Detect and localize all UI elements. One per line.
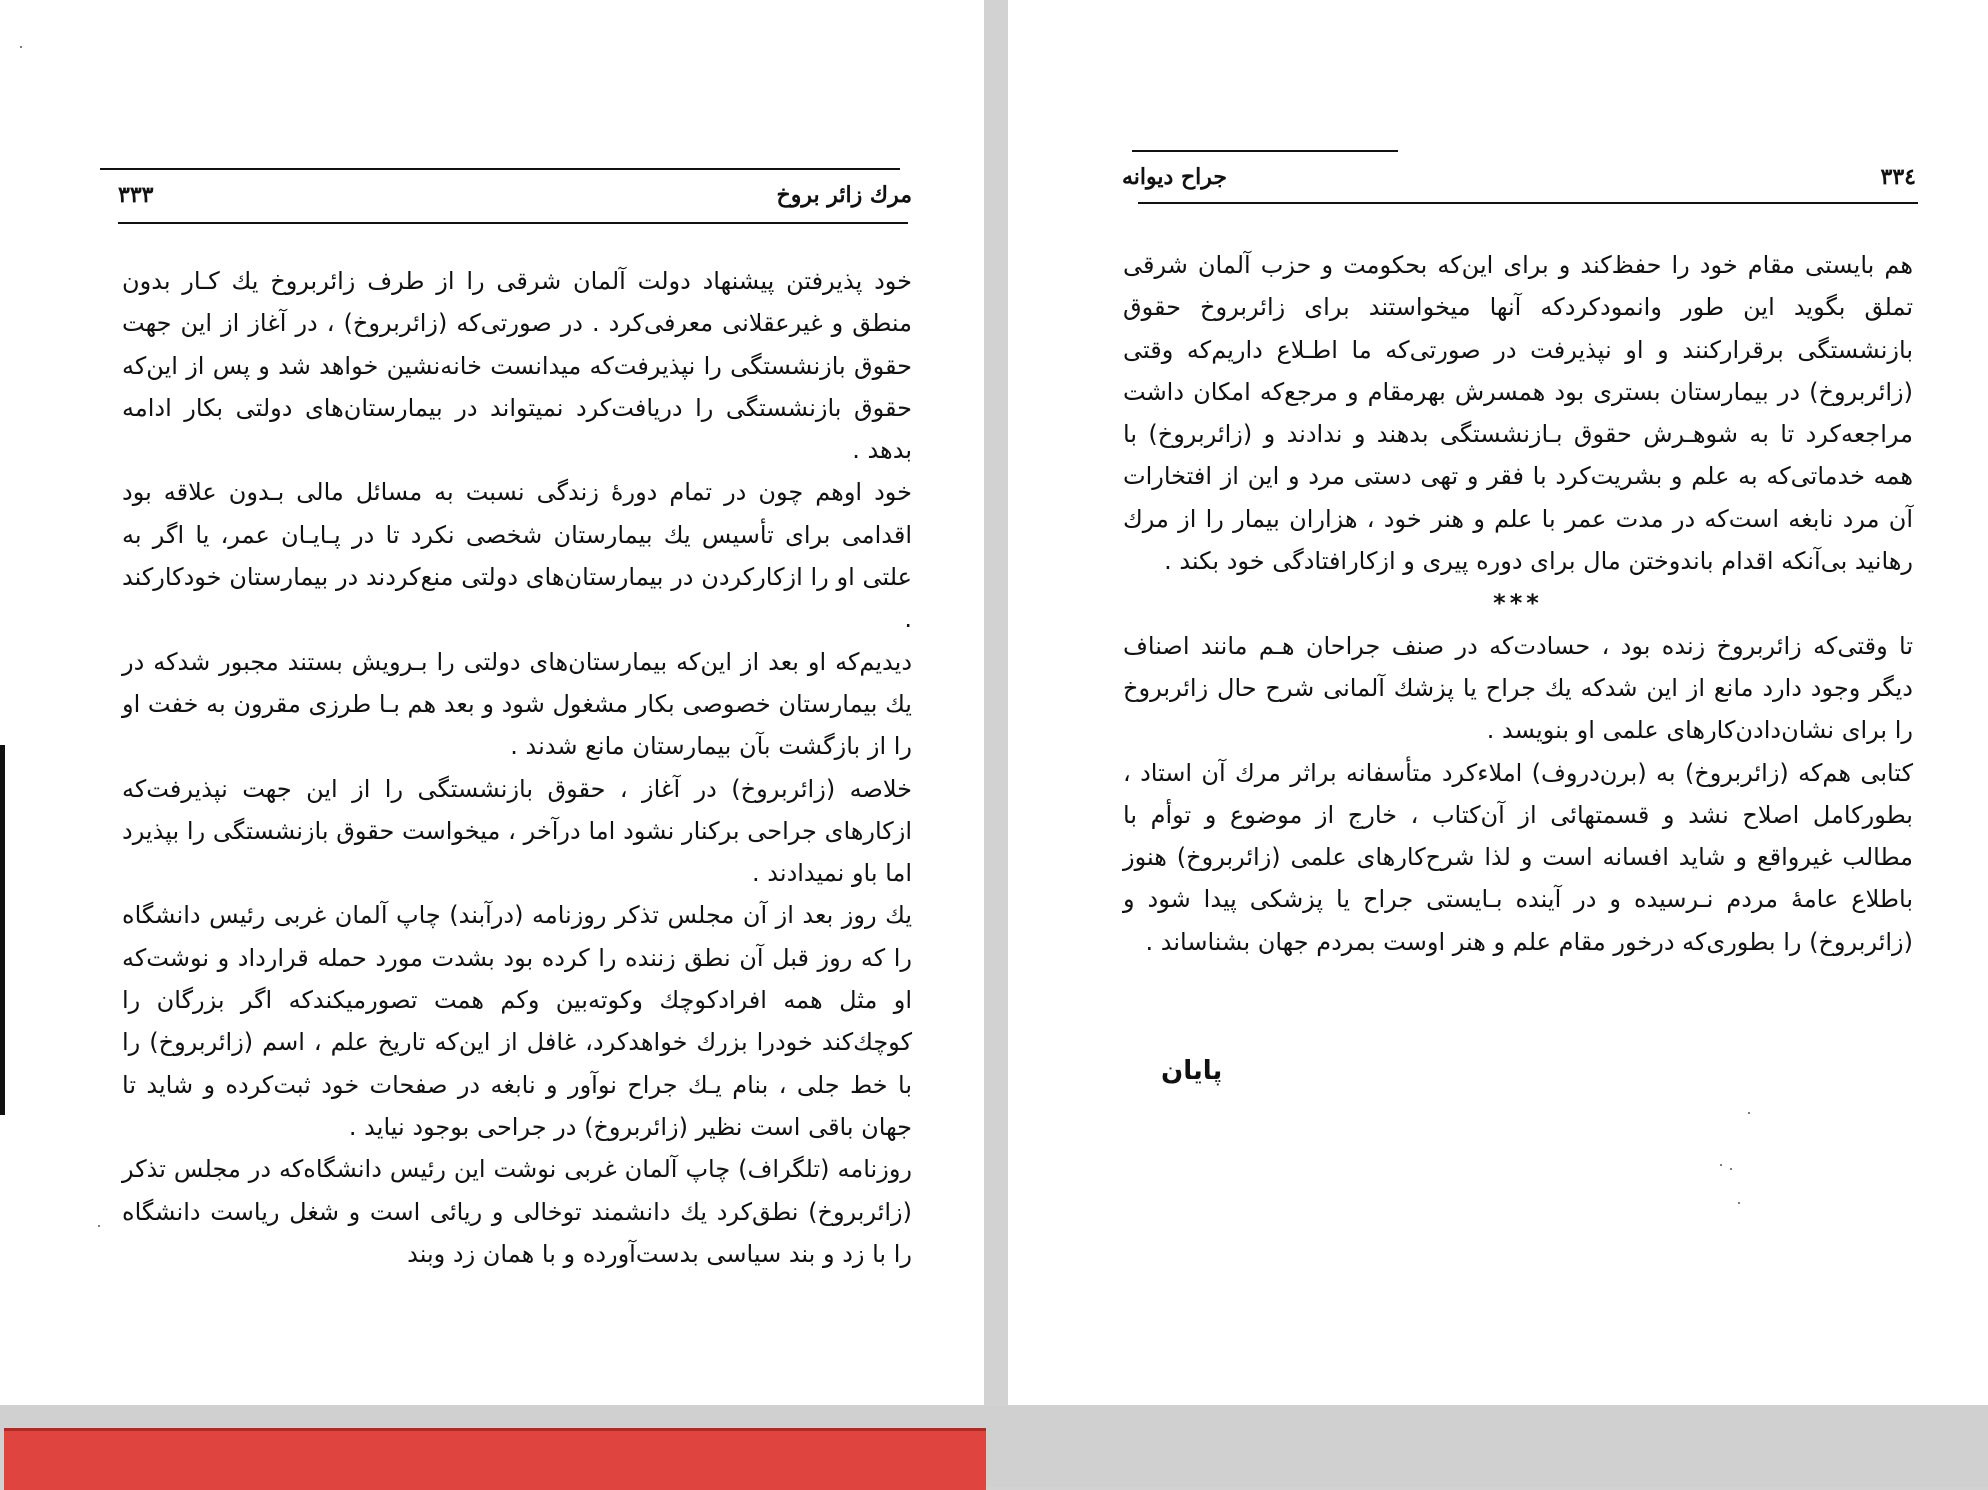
scan-speck bbox=[1748, 1112, 1750, 1114]
end-word: پایان bbox=[1161, 1056, 1223, 1086]
scan-speck bbox=[98, 1225, 100, 1227]
next-page-cover-edge bbox=[4, 1428, 986, 1490]
scan-speck bbox=[1738, 1202, 1740, 1204]
body-text bbox=[122, 260, 912, 1275]
left-page bbox=[0, 0, 984, 1405]
paragraph: خود پذیرفتن پیشنهاد دولت آلمان شرقی را از طرف زائربروخ یك كـار بدون منطق و غیرعقلانی معرفی‌كرد . در صورتی‌كه (زائربروخ) ، در آغاز از این جهت حقوق بازنشستگی را نپذیرفت‌كه میدانست خانه‌نشین خواهد شد و پس از این‌كه حقوق بازنشستگی را دریافت‌كرد نمیتواند در بیمارستان‌های دولتی بكار ادامه بدهد . bbox=[122, 267, 912, 465]
paragraph: دیدیم‌كه او بعد از این‌كه بیمارستان‌های دولتی را بـرویش بستند مجبور شدكه در یك بیمارستان خصوصی بكار مشغول شود و بعد هم بـا طرزی مقرون به خفت او را از بازگشت بآن بیمارستان مانع شدند . bbox=[122, 647, 912, 761]
header-rule-top bbox=[100, 168, 900, 170]
scan-speck bbox=[20, 46, 22, 48]
running-head: مرك زائر بروخ bbox=[776, 182, 912, 208]
body-text bbox=[1123, 244, 1913, 963]
header-rule-bottom bbox=[1138, 202, 1918, 204]
paragraph: یك روز بعد از آن مجلس تذكر روزنامه (درآبند) چاپ آلمان غربی رئیس دانشگاه را كه روز قبل آن نطق زننده را كرده بود بشدت مورد حمله قرارداد و نوشت‌كه او مثل همه افرادكوچك وكوته‌بین وكم همت تصورمیكندكه اگر بزرگان را كوچك‌كند خودرا بزرك خواهدكرد، غافل از این‌كه تاریخ علم ، اسم (زائربروخ) را با خط جلی ، بنام یـك جراح نوآور و نابغه در صفحات خود ثبت‌كرده و شاید تا جهان باقی است نظیر (زائربروخ) در جراحی بوجود نیاید . bbox=[122, 901, 912, 1141]
running-head: جراح دیوانه bbox=[1122, 164, 1228, 190]
header-rule-bottom bbox=[118, 222, 908, 224]
paragraph: هم بایستی مقام خود را حفظ‌كند و برای این‌كه بحكومت و حزب آلمان شرقی تملق بگوید این طور وانمودكردكه آنها میخواستند برای زائربروخ حقوق بازنشستگی برقراركنند و او نپذیرفت در صورتی‌كه ما اطـلاع داریم‌كه وقتی (زائربروخ) در بیمارستان بستری بود همسرش بهرمقام و مرجع‌كه امكان داشت مراجعه‌كرد تا به شوهـرش حقوق بـازنشستگی بدهند و ندادند و (زائربروخ) با همه خدماتی‌كه به علم و بشریت‌كرد با فقر و تهی دستی مرد و این از افتخارات آن مرد نابغه است‌كه در مدت عمر با علم و هنر خود ، هزاران بیمار را از مرك رهانید بی‌آنكه اقدام باندوختن مال برای دوره پیری و ازكارافتادگی خود بكند . bbox=[1123, 251, 1913, 576]
paragraph: خلاصه (زائربروخ) در آغاز ، حقوق بازنشستگی را از این جهت نپذیرفت‌كه ازكارهای جراحی بركنار نشود اما درآخر ، میخواست حقوق بازنشستگی را بپذیرد اما باو نمیدادند . bbox=[122, 774, 912, 888]
section-break: *** bbox=[1493, 589, 1543, 618]
paragraph: خود اوهم چون در تمام دورهٔ زندگی نسبت به مسائل مالی بـدون علاقه بود اقدامی برای تأسیس یك بیمارستان شخصی نكرد تا در پـایـان عمر، یا اگر به علتی او را ازكاركردن در بیمارستان‌های دولتی منع‌كردند در بیمارستان خودكاركند . bbox=[122, 478, 912, 634]
scan-speck bbox=[1730, 1168, 1732, 1170]
right-page bbox=[1008, 0, 1988, 1405]
page-number: ۳۳۳ bbox=[118, 182, 154, 208]
paragraph: كتابی هم‌كه (زائربروخ) به (برن‌دروف) املاءكرد متأسفانه براثر مرك آن استاد ، بطوركامل اصلاح نشد و قسمتهائی از آن‌كتاب ، خارج از موضوع و توأم با مطالب غیرواقع و شاید افسانه است و لذا شرح‌كارهای علمی (زائربروخ) هنوز باطلاع عامهٔ مردم نـرسیده و در آینده بـایستی جراح یا پزشكی پیدا شود و (زائربروخ) را بطوری‌كه درخور مقام علم و هنر اوست بمردم جهان بشناساند . bbox=[1123, 758, 1913, 956]
page-number: ۳۳٤ bbox=[1880, 164, 1916, 190]
scan-margin-bar bbox=[0, 745, 5, 1115]
paragraph: روزنامه (تلگراف) چاپ آلمان غربی نوشت این رئیس دانشگاه‌كه در مجلس تذكر (زائربروخ) نطق‌كرد یك دانشمند توخالی و ریائی است و شغل ریاست دانشگاه را با زد و بند سیاسی بدست‌آورده و با همان زد وبند bbox=[122, 1155, 912, 1268]
paragraph: تا وقتی‌كه زائربروخ زنده بود ، حسادت‌كه در صنف جراحان هـم مانند اصناف دیگر وجود دارد مانع از این شدكه یك جراح یا پزشك آلمانی شرح حال زائربروخ را برای نشان‌دادن‌كارهای علمی او بنویسد . bbox=[1123, 631, 1913, 745]
scan-speck bbox=[1720, 1164, 1722, 1166]
header-rule-top bbox=[1132, 150, 1398, 152]
